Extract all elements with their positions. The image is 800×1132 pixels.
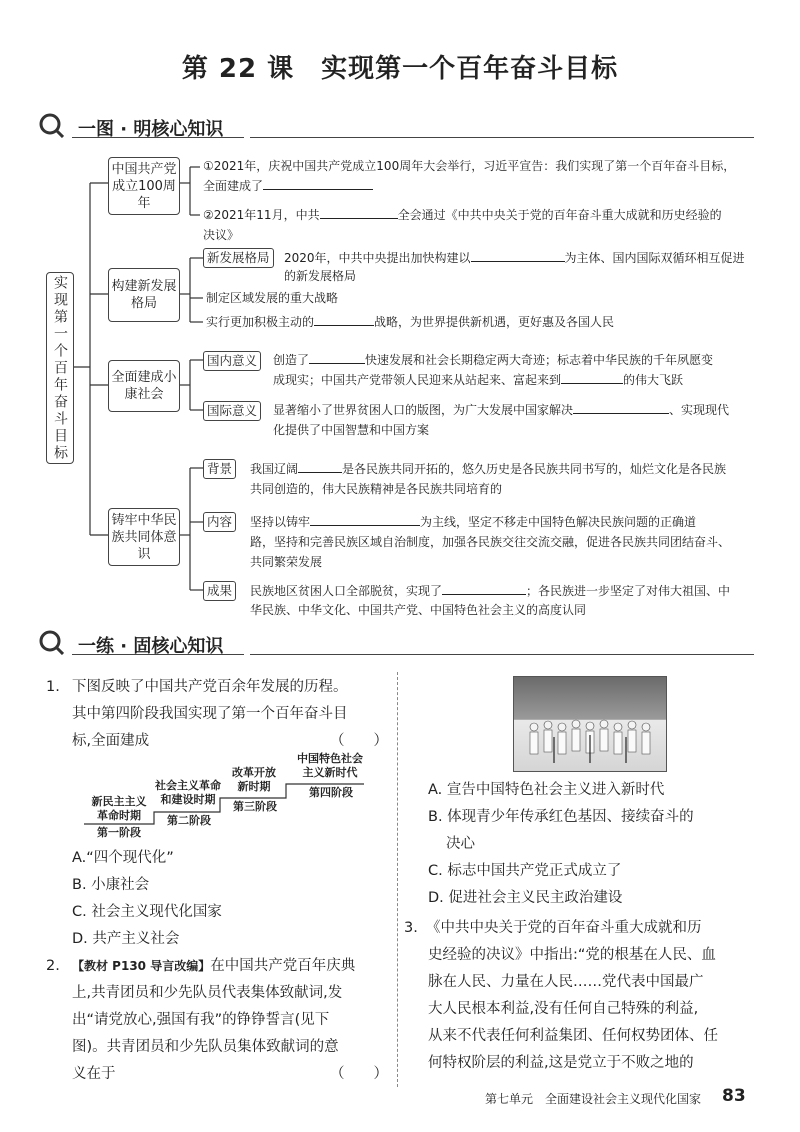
q2-option-a[interactable]: A. 宣告中国特色社会主义进入新时代: [428, 782, 665, 798]
page-number: 83: [722, 1086, 746, 1106]
stage1-name: 第一阶段: [97, 826, 141, 839]
q2-option-b-cont: 决心: [446, 836, 475, 852]
b1-line2: ②2021年11月，中共 全会通过《中共中央关于党的百年奋斗重大成就和历史经验的: [203, 208, 722, 222]
tag-international-significance: 国际意义: [203, 401, 261, 421]
q2-answer-paren[interactable]: （ ）: [330, 1066, 388, 1082]
tag-background: 背景: [203, 459, 236, 479]
section-title: 一练 · 固核心知识: [78, 636, 224, 657]
column-divider: [397, 672, 398, 1087]
footer-unit: 第七单元 全面建设社会主义现代化国家: [485, 1092, 702, 1106]
branch-new-development-pattern: 构建新发展格局: [108, 268, 180, 322]
stage4-name: 第四阶段: [309, 786, 353, 799]
q1-line2: 其中第四阶段我国实现了第一个百年奋斗目: [72, 706, 348, 722]
q3-line1: 《中共中央关于党的百年奋斗重大成就和历: [426, 920, 702, 936]
q3-line3: 脉在人民、力量在人民……党代表中国最广: [428, 974, 704, 990]
stage3-name: 第三阶段: [233, 800, 277, 813]
b4-line2d: 共同繁荣发展: [250, 555, 323, 569]
b1-line1: ①2021年，庆祝中国共产党成立100周年大会举行，习近平宣告：我们实现了第一个百年奋斗目标，: [203, 159, 736, 173]
branch-moderately-prosperous: 全面建成小康社会: [108, 360, 180, 412]
branch-national-community: 铸牢中华民族共同体意识: [108, 508, 180, 566]
b4-line2c: 路，坚持和完善民族区域自治制度，加强各民族交往交流交融，促进各民族共同团结奋斗、: [250, 535, 731, 549]
q3-line2: 史经验的决议》中指出:“党的根基在人民、血: [428, 947, 716, 963]
youth-representatives-image: [514, 677, 666, 771]
b1-line2c: 决议》: [203, 228, 240, 242]
b3-line2c: 化提供了中国智慧和中国方案: [273, 423, 430, 437]
b4-line3: 民族地区贫困人口全部脱贫，实现了 ；各民族进一步坚定了对伟大祖国、中: [250, 584, 731, 598]
b3-line1: 创造了 快速发展和社会长期稳定两大奇迹；标志着中华民族的千年夙愿变: [273, 353, 714, 367]
b2-line1c: 的新发展格局: [284, 269, 357, 283]
stage2-name: 第二阶段: [167, 814, 211, 827]
q3-number: 3.: [404, 920, 418, 936]
b3-line1c: 成现实；中国共产党带领人民迎来从站起来、富起来到 的伟大飞跃: [273, 373, 684, 387]
ceremony-photo: [513, 676, 667, 772]
tag-new-pattern: 新发展格局: [203, 248, 274, 268]
stage1-label: 新民主主义 革命时期: [91, 795, 147, 822]
q2-line1: 【教材 P130 导言改编】在中国共产党百年庆典: [72, 958, 356, 974]
q1-answer-paren[interactable]: （ ）: [330, 733, 388, 749]
q2-line3: 出“请党放心,强国有我”的铮铮誓言(见下: [72, 1012, 330, 1028]
q2-option-b[interactable]: B. 体现青少年传承红色基因、接续奋斗的: [428, 809, 694, 825]
stage2-label: 社会主义革命 和建设时期: [155, 779, 221, 806]
section-title: 一图 · 明核心知识: [78, 119, 224, 140]
b4-line3c: 华民族、中华文化、中国共产党、中国特色社会主义的高度认同: [250, 603, 587, 617]
q1-number: 1.: [46, 679, 60, 695]
q2-option-c[interactable]: C. 标志中国共产党正式成立了: [428, 863, 622, 879]
tag-content: 内容: [203, 512, 236, 532]
b1-line1b: 全面建成了: [203, 176, 373, 196]
b4-line1c: 共同创造的，伟大民族精神是各民族共同培育的: [250, 482, 503, 496]
q1-option-b[interactable]: B. 小康社会: [72, 877, 150, 893]
b3-line2: 显著缩小了世界贫困人口的版图，为广大发展中国家解决 、实现现代: [273, 403, 730, 417]
q2-option-d[interactable]: D. 促进社会主义民主政治建设: [428, 890, 623, 906]
lesson-title: 第 22 课 实现第一个百年奋斗目标: [181, 54, 619, 84]
b2-line1: 2020年，中共中央提出加快构建以 为主体、国内国际双循环相互促进: [284, 251, 745, 265]
mindmap-root: 实现第一个百年奋斗目标: [46, 272, 74, 464]
q1-option-d[interactable]: D. 共产主义社会: [72, 931, 180, 947]
q2-line5: 义在于: [72, 1066, 116, 1082]
q1-line3: 标,全面建成: [72, 733, 150, 749]
b2-line3: 实行更加积极主动的 战略，为世界提供新机遇，更好惠及各国人民: [206, 315, 615, 329]
b4-line1: 我国辽阔 是各民族共同开拓的，悠久历史是各民族共同书写的，灿烂文化是各民族: [250, 462, 727, 476]
q1-option-a[interactable]: A.“四个现代化”: [72, 850, 174, 866]
magnifier-icon: [38, 629, 64, 655]
stage3-label: 改革开放 新时期: [232, 766, 276, 793]
tag-domestic-significance: 国内意义: [203, 351, 261, 371]
q3-line4: 大人民根本利益,没有任何自己特殊的利益,: [428, 1001, 699, 1017]
q2-line4: 图)。共青团员和少先队员集体致献词的意: [72, 1039, 339, 1055]
q1-option-c[interactable]: C. 社会主义现代化国家: [72, 904, 222, 920]
q3-line5: 从来不代表任何利益集团、任何权势团体、任: [428, 1028, 718, 1044]
b2-line2: 制定区域发展的重大战略: [206, 291, 339, 305]
q2-line2: 上,共青团员和少先队员代表集体致献词,发: [72, 985, 343, 1001]
tag-results: 成果: [203, 581, 236, 601]
branch-party-centenary: 中国共产党成立100周年: [108, 157, 180, 215]
b4-line2: 坚持以铸牢 为主线，坚定不移走中国特色解决民族问题的正确道: [250, 515, 697, 529]
q1-line1: 下图反映了中国共产党百余年发展的历程。: [72, 679, 348, 695]
section-header-practice: [38, 627, 758, 661]
q2-number: 2.: [46, 958, 60, 974]
q3-line6: 何特权阶层的利益,这是党立于不败之地的: [428, 1055, 694, 1071]
stage4-label: 中国特色社会 主义新时代: [297, 752, 363, 779]
